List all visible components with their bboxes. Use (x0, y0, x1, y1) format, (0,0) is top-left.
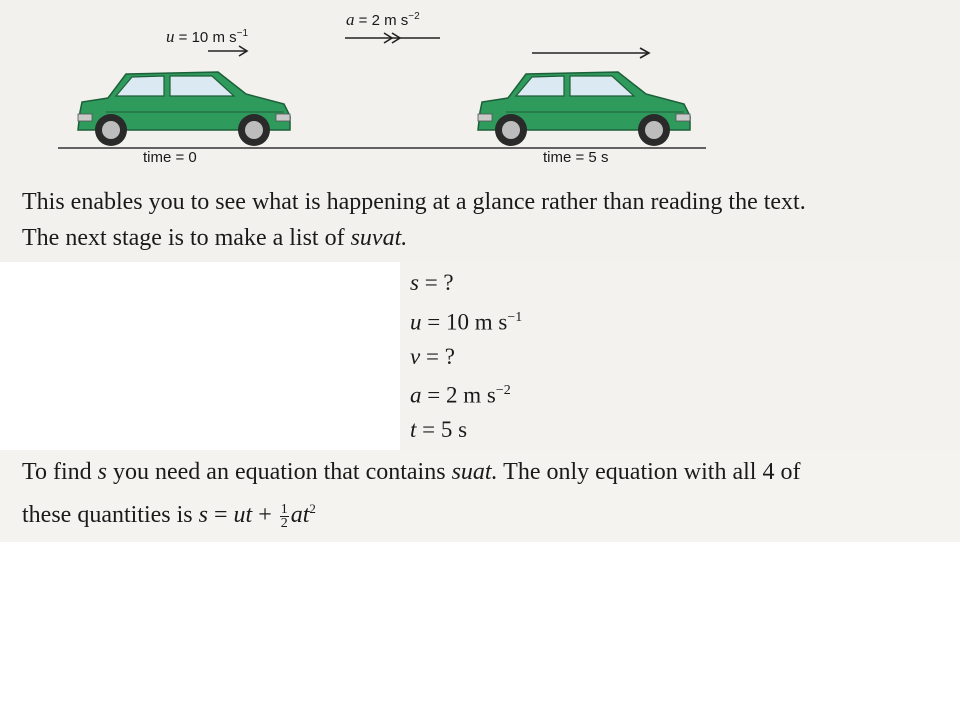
suvat-list (410, 266, 522, 448)
suvat-exponent: −2 (495, 383, 511, 399)
velocity-arrow-later (532, 48, 649, 58)
suat-term: suat. (451, 459, 498, 485)
initial-velocity-value: = 10 m s (174, 29, 237, 46)
suvat-term: suvat. (350, 225, 408, 251)
u-symbol: u (166, 27, 175, 46)
suvat-row-u (410, 301, 522, 340)
paragraph-equation-line-1 (22, 456, 800, 489)
initial-velocity-exponent: −1 (236, 28, 249, 39)
s-symbol: s (97, 459, 107, 485)
suvat-row-s (410, 266, 522, 301)
suvat-row-a (410, 374, 522, 413)
equation-equals: = (207, 502, 234, 528)
suvat-symbol: a (410, 382, 422, 408)
suvat-value: = 2 m s (421, 382, 496, 408)
acceleration-label (346, 10, 420, 30)
paragraph-intro-line-1: This enables you to see what is happening at a glance rather than reading the text. (22, 189, 806, 215)
car-at-time-five (478, 72, 690, 146)
diagram-region (0, 0, 960, 262)
acceleration-value: = 2 m s (354, 12, 409, 29)
equation-at: at (290, 502, 310, 528)
text-segment: you need an equation that contains (107, 459, 452, 485)
suvat-symbol: v (410, 343, 421, 369)
paragraph-intro-line-2 (22, 222, 407, 255)
suvat-symbol: t (410, 417, 417, 443)
velocity-arrow (208, 46, 247, 56)
equation-region (0, 450, 960, 542)
suvat-row-t (410, 413, 522, 448)
a-symbol: a (346, 10, 355, 29)
time-end-label: time = 5 s (543, 149, 609, 166)
equation-plus: + (252, 502, 278, 528)
equation-exponent: 2 (309, 501, 316, 516)
fraction-numerator: 1 (280, 501, 288, 517)
acceleration-double-arrow (345, 33, 440, 43)
suvat-symbol: u (410, 309, 422, 335)
time-start-label: time = 0 (143, 149, 197, 166)
one-half-fraction (280, 503, 289, 530)
acceleration-exponent: −2 (408, 11, 420, 22)
equation-s: s (198, 502, 208, 528)
suvat-value: = 10 m s (421, 309, 508, 335)
paragraph-equation-line-2 (22, 492, 316, 532)
equation-ut: ut (233, 502, 253, 528)
suvat-value: = ? (420, 343, 455, 369)
suvat-exponent: −1 (507, 309, 523, 325)
suvat-value: = ? (418, 270, 454, 295)
intro-line-2-text: The next stage is to make a list of (22, 225, 351, 251)
suvat-symbol: s (410, 270, 419, 295)
fraction-denominator: 2 (280, 515, 288, 531)
suvat-row-v (410, 340, 522, 375)
car-at-time-zero (78, 72, 290, 146)
text-segment: The only equation with all 4 of (497, 459, 801, 485)
text-segment: these quantities is (22, 502, 199, 528)
suvat-value: = 5 s (416, 417, 468, 443)
initial-velocity-label (166, 27, 248, 47)
text-segment: To find (22, 459, 98, 485)
